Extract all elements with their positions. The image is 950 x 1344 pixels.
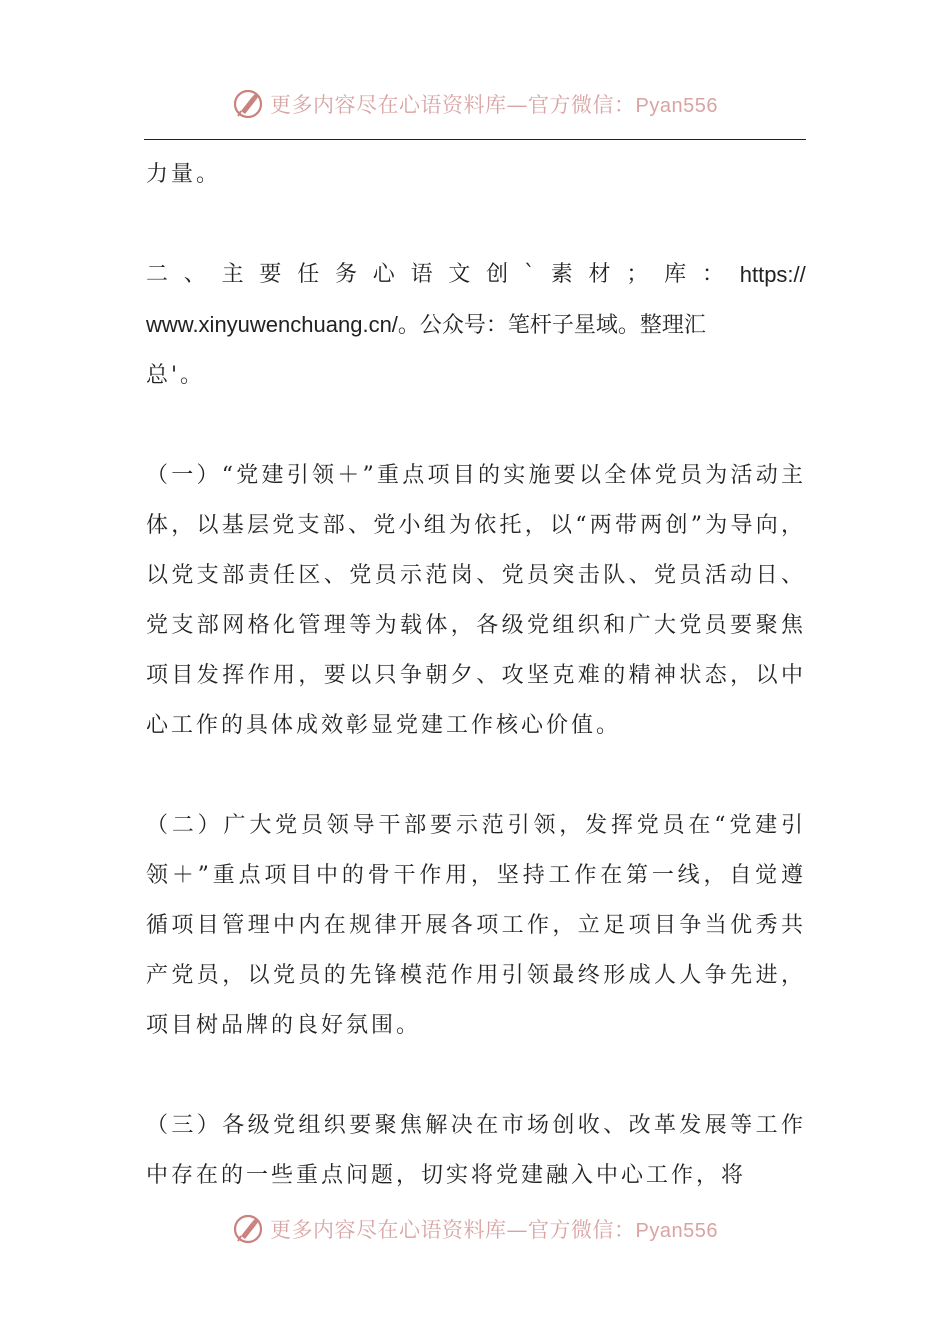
header-rule xyxy=(144,139,806,140)
heading-char: 库 xyxy=(664,262,687,287)
heading-char: 主 xyxy=(221,262,244,287)
header-wechat-id: Pyan556 xyxy=(635,95,718,117)
header-banner-cn: 更多内容尽在心语资料库—官方微信： xyxy=(270,93,636,117)
heading-char: ； xyxy=(626,262,649,287)
heading-char: ： xyxy=(701,262,724,287)
paragraph-continuation: 力量。 xyxy=(146,162,222,187)
heading-char: 创 xyxy=(486,262,509,287)
heading-char: 材 xyxy=(588,262,611,287)
section-heading-line-3: 总'。 xyxy=(146,363,206,388)
pen-nib-logo-icon xyxy=(232,88,264,120)
pen-nib-logo-icon xyxy=(232,1213,264,1245)
heading-char: 语 xyxy=(410,262,433,287)
footer-wechat-id: Pyan556 xyxy=(635,1220,718,1242)
header-banner xyxy=(0,84,950,124)
heading-char: 任 xyxy=(297,262,320,287)
footer-banner-text xyxy=(270,1214,718,1244)
paragraph-1: （一）“党建引领＋”重点项目的实施要以全体党员为活动主体，以基层党支部、党小组为依托，以“两带两创”为导向，以党支部责任区、党员示范岗、党员突击队、党员活动日、党支部网格化管理等为载体，各级党组织和广大党员要聚焦项目发挥作用，要以只争朝夕、攻坚克难的精神状态，以中心工作的具体成效彰显党建工作核心价值。 xyxy=(146,463,806,738)
section-heading-line-1 xyxy=(146,250,806,300)
footer-banner-cn: 更多内容尽在心语资料库—官方微信： xyxy=(270,1218,636,1242)
header-banner-text xyxy=(270,89,718,119)
footer-banner xyxy=(0,1209,950,1249)
heading-char: 、 xyxy=(183,262,206,287)
heading-char: 要 xyxy=(259,262,282,287)
heading-char: 文 xyxy=(448,262,471,287)
heading-char: 心 xyxy=(372,262,395,287)
paragraph-3: （三）各级党组织要聚焦解决在市场创收、改革发展等工作中存在的一些重点问题，切实将党建融入中心工作，将 xyxy=(146,1113,806,1188)
heading-char: https:// xyxy=(739,262,806,287)
heading-char: 二 xyxy=(146,262,169,287)
section-heading xyxy=(146,250,806,401)
paragraph-2: （二）广大党员领导干部要示范引领，发挥党员在“党建引领＋”重点项目中的骨干作用，坚持工作在第一线，自觉遵循项目管理中内在规律开展各项工作，立足项目争当优秀共产党员，以党员的先锋模范作用引领最终形成人人争先进，项目树品牌的良好氛围。 xyxy=(146,813,806,1038)
heading-char: 务 xyxy=(334,262,357,287)
section-heading-line-2: www.xinyuwenchuang.cn/。公众号：笔杆子星域。整理汇 xyxy=(146,312,706,337)
heading-char: 素 xyxy=(550,262,573,287)
document-body xyxy=(146,150,806,1201)
heading-char: ` xyxy=(523,262,535,287)
